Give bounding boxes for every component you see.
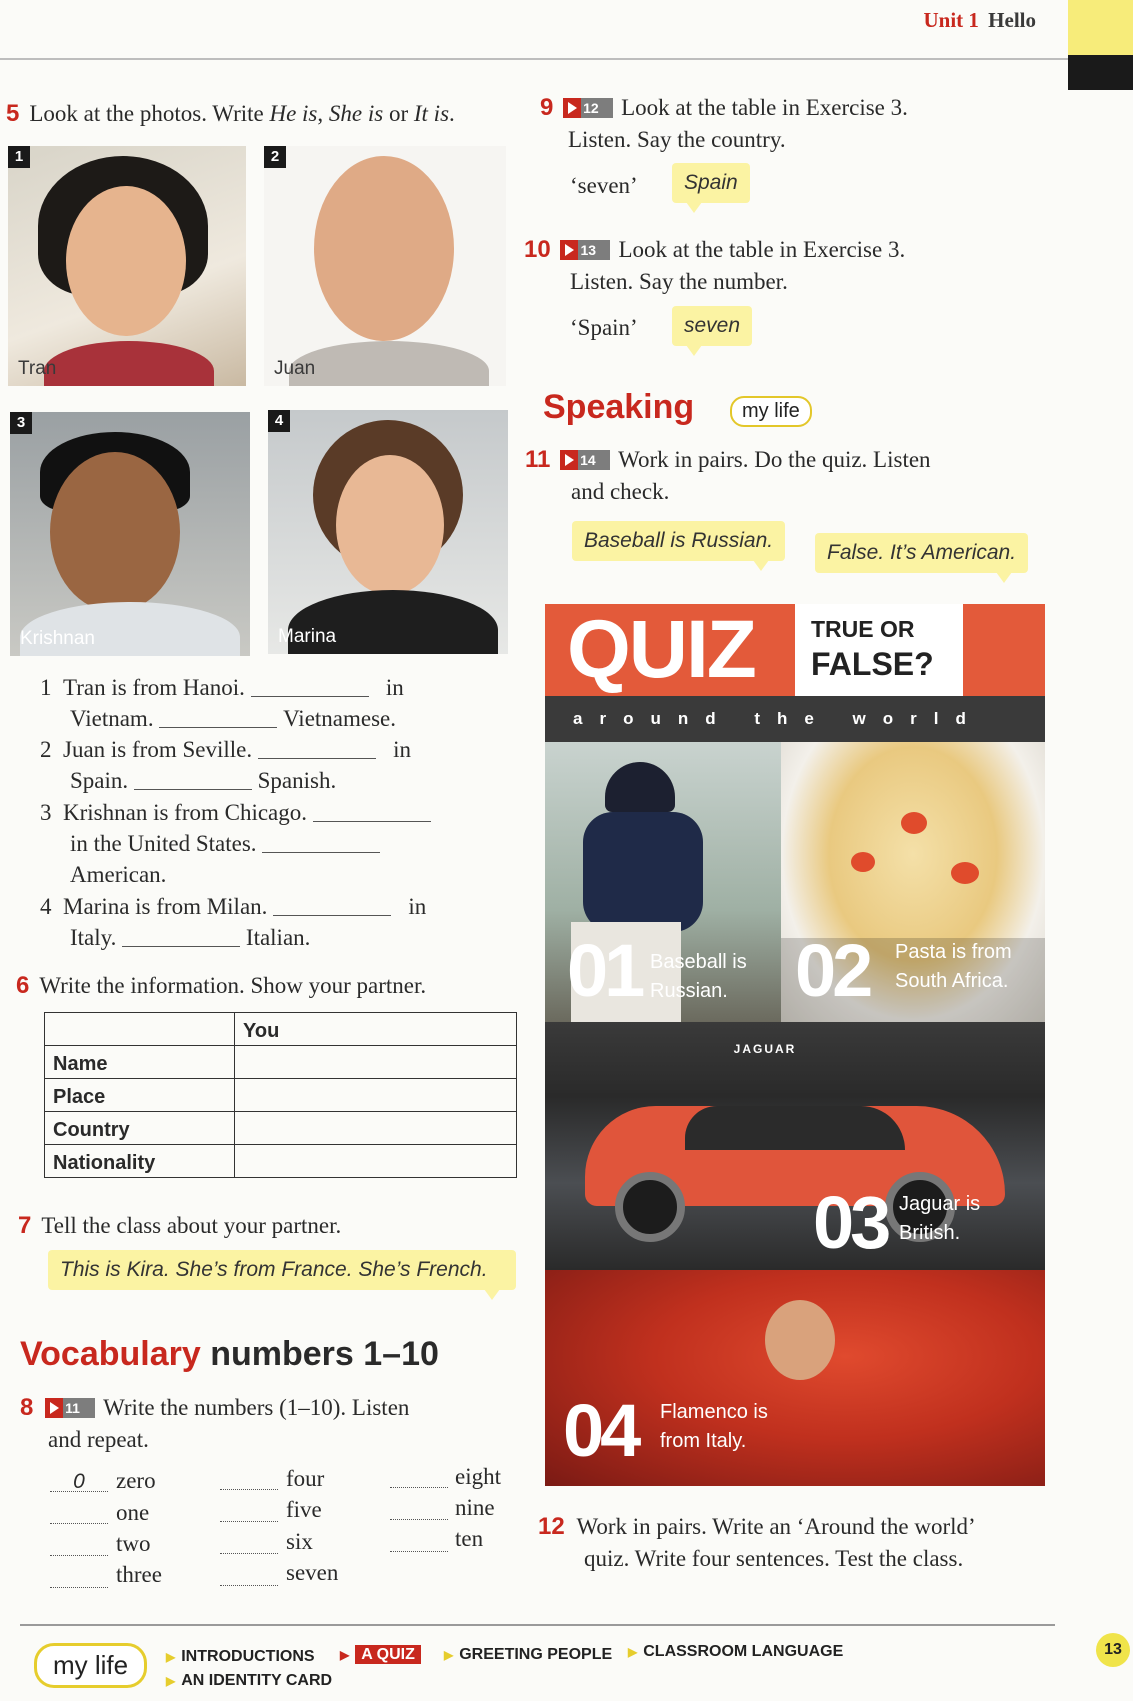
- ex8-instruction-line2: and repeat.: [48, 1427, 149, 1452]
- ex11-example-bubble: Baseball is Russian.: [572, 521, 785, 561]
- footer-link-quiz[interactable]: [340, 1646, 421, 1664]
- sentence-text: Tran is from Hanoi.: [63, 675, 245, 700]
- number-answer-blank[interactable]: [220, 1468, 278, 1490]
- row-label-country: Country: [45, 1112, 235, 1145]
- ex11-instruction-line1: Work in pairs. Do the quiz. Listen: [618, 447, 931, 472]
- sentence-text: Spanish.: [257, 768, 337, 793]
- photo-juan: [264, 146, 506, 386]
- footer-link-identity-card[interactable]: [166, 1672, 332, 1690]
- statement-line: Flamenco is: [660, 1401, 768, 1423]
- ex11-number: 11: [525, 446, 551, 473]
- photo-caption: Krishnan: [20, 628, 95, 649]
- quiz-statement: [650, 948, 747, 1006]
- sentence-text: Krishnan is from Chicago.: [63, 800, 308, 825]
- ex10-instruction-line1: Look at the table in Exercise 3.: [618, 237, 906, 262]
- number-answer-blank[interactable]: [390, 1530, 448, 1552]
- ex7-heading: [18, 1210, 341, 1242]
- ex5-text-a: Look at the photos. Write: [29, 101, 270, 126]
- sentence-number: 2: [40, 737, 52, 762]
- ex10-prompt: ‘Spain’: [570, 315, 638, 340]
- speaking-heading: Speaking: [543, 388, 695, 426]
- audio-track-13[interactable]: [560, 240, 610, 260]
- ex5-it: It is: [413, 101, 450, 126]
- number-answer-blank[interactable]: 0: [50, 1470, 108, 1492]
- sentence-text: Italian.: [245, 925, 311, 950]
- footer-rule: [20, 1624, 1055, 1626]
- table-row: [45, 1046, 517, 1079]
- number-word: seven: [286, 1560, 339, 1585]
- ex5-he: He is: [269, 101, 318, 126]
- ex9-answer-bubble: Spain: [672, 163, 750, 203]
- row-label-name: Name: [45, 1046, 235, 1079]
- dancer-face-shape: [765, 1300, 835, 1380]
- photo-number: 2: [264, 146, 286, 168]
- number-word: eight: [455, 1464, 501, 1489]
- footer-link-label: A QUIZ: [355, 1645, 421, 1664]
- column-header-you: You: [235, 1013, 517, 1046]
- arrow-icon: ▶: [166, 1674, 176, 1688]
- ex11-answer-bubble: False. It’s American.: [815, 533, 1028, 573]
- sentence-text: in: [385, 675, 404, 700]
- ex7-number: 7: [18, 1212, 32, 1239]
- table-header-row: [45, 1013, 517, 1046]
- statement-line: Baseball is: [650, 951, 747, 973]
- quiz-number: 01: [567, 929, 642, 1012]
- ex12-number: 12: [538, 1513, 565, 1540]
- ex5-sentence-4: [40, 891, 426, 953]
- ex9-prompt: ‘seven’: [570, 173, 638, 198]
- ex5-sentence-3: [40, 797, 431, 890]
- quiz-false: FALSE?: [811, 646, 934, 682]
- number-word: ten: [455, 1526, 484, 1551]
- ex8-instruction-line1: Write the numbers (1–10). Listen: [103, 1395, 410, 1420]
- quiz-tile-pasta: [781, 742, 1045, 1022]
- footer-link-label: INTRODUCTIONS: [181, 1648, 315, 1665]
- ex5-sentence-1: [40, 672, 404, 734]
- tomato-shape: [951, 862, 979, 884]
- answer-blank[interactable]: [262, 833, 380, 853]
- sentence-number: 1: [40, 675, 52, 700]
- quiz-tile-flamenco: [545, 1270, 1045, 1486]
- photo-krishnan: [10, 412, 250, 656]
- quiz-statement: [660, 1398, 768, 1456]
- photo-number: 3: [10, 412, 32, 434]
- ex5-sep: ,: [317, 101, 329, 126]
- ex9-instruction-line2: Listen. Say the country.: [568, 127, 786, 152]
- car-wheel-shape: [615, 1172, 685, 1242]
- my-life-tag: my life: [730, 396, 812, 427]
- quiz-number: 02: [795, 929, 870, 1012]
- row-label-nationality: Nationality: [45, 1145, 235, 1178]
- quiz-header-accent: [963, 604, 1045, 696]
- arrow-icon: ▶: [340, 1648, 350, 1662]
- name-cell[interactable]: [235, 1046, 517, 1079]
- ex5-sentence-2: [40, 734, 411, 796]
- number-answer-blank[interactable]: [220, 1564, 278, 1586]
- quiz-number: 04: [563, 1389, 638, 1472]
- number-answer-blank[interactable]: [50, 1566, 108, 1588]
- answer-blank[interactable]: [251, 677, 369, 697]
- statement-line: Jaguar is: [899, 1193, 981, 1215]
- ex5-end: .: [449, 101, 455, 126]
- sentence-text: Spain.: [70, 768, 129, 793]
- ex9-heading: [540, 92, 990, 156]
- arrow-icon: ▶: [166, 1650, 176, 1664]
- photo-caption: Marina: [278, 626, 337, 647]
- audio-track-11[interactable]: [45, 1398, 95, 1418]
- sentence-text: Italy.: [70, 925, 117, 950]
- ex8-number: 8: [20, 1394, 34, 1421]
- info-table: [44, 1012, 517, 1178]
- quiz-panel: [545, 604, 1045, 1486]
- statement-line: British.: [899, 1222, 961, 1244]
- number-word: zero: [116, 1468, 156, 1493]
- ex10-answer-bubble: seven: [672, 306, 752, 346]
- table-row: [45, 1112, 517, 1145]
- photo-tran: [8, 146, 246, 386]
- ex6-heading: [16, 970, 426, 1002]
- ex12-instruction-line1: Work in pairs. Write an ‘Around the world’: [576, 1514, 976, 1539]
- vocabulary-topic: numbers 1–10: [210, 1335, 439, 1373]
- statement-line: South Africa.: [895, 970, 1009, 992]
- statement-line: from Italy.: [660, 1430, 747, 1452]
- number-answer-blank[interactable]: [50, 1534, 108, 1556]
- face-shape: [66, 186, 186, 336]
- quiz-statement: [899, 1190, 980, 1248]
- quiz-true-or: TRUE OR: [811, 616, 915, 642]
- answer-blank[interactable]: [122, 927, 240, 947]
- sentence-number: 4: [40, 894, 52, 919]
- statement-line: Pasta is from: [895, 941, 1012, 963]
- footer-link-label: CLASSROOM LANGUAGE: [643, 1643, 844, 1660]
- row-label-place: Place: [45, 1079, 235, 1112]
- ex7-instruction: Tell the class about your partner.: [41, 1213, 342, 1238]
- ex5-she: She is: [328, 101, 384, 126]
- ex10-number: 10: [524, 236, 551, 263]
- answer-blank[interactable]: [273, 896, 391, 916]
- photo-caption: Juan: [274, 358, 316, 379]
- number-answer-blank[interactable]: [390, 1466, 448, 1488]
- quiz-tile-jaguar: [545, 1022, 1045, 1270]
- sentence-text: Vietnam.: [70, 706, 154, 731]
- number-answer-blank[interactable]: [220, 1500, 278, 1522]
- ex10-heading: [524, 234, 994, 298]
- number-answer-blank[interactable]: [50, 1502, 108, 1524]
- quiz-subtitle: around the world: [545, 696, 1045, 742]
- ex11-heading: [525, 444, 1025, 508]
- shirt-shape: [44, 341, 214, 386]
- table-row: [45, 1145, 517, 1178]
- track-number: 13: [580, 242, 597, 258]
- face-shape: [314, 156, 454, 341]
- footer-link-greeting-people[interactable]: [444, 1646, 612, 1664]
- number-word: six: [286, 1529, 313, 1554]
- quiz-tile-baseball: [545, 742, 781, 1022]
- ex10-instruction-line2: Listen. Say the number.: [570, 269, 788, 294]
- number-word: four: [286, 1466, 325, 1491]
- sentence-number: 3: [40, 800, 52, 825]
- track-number: 12: [583, 100, 599, 116]
- table-row: [45, 1079, 517, 1112]
- ex6-number: 6: [16, 972, 30, 999]
- number-word: three: [116, 1562, 162, 1587]
- ex11-instruction-line2: and check.: [571, 479, 670, 504]
- sentence-text: Vietnamese.: [283, 706, 397, 731]
- number-word: nine: [455, 1495, 495, 1520]
- number-word: one: [116, 1500, 150, 1525]
- unit-label: Unit 1: [923, 8, 979, 32]
- ex12-instruction-line2: quiz. Write four sentences. Test the class.: [584, 1546, 964, 1571]
- sentence-text: in the United States.: [70, 831, 257, 856]
- face-shape: [50, 452, 180, 612]
- photo-marina: [268, 410, 508, 654]
- photo-number: 1: [8, 146, 30, 168]
- nationality-cell[interactable]: [235, 1145, 517, 1178]
- quiz-title: QUIZ: [545, 604, 795, 696]
- jersey-shape: [583, 812, 703, 932]
- photo-caption: Tran: [18, 358, 57, 379]
- ex5-instruction: [29, 101, 454, 126]
- unit-title: Hello: [988, 8, 1036, 32]
- ex5-heading: [6, 98, 455, 130]
- number-word: five: [286, 1497, 322, 1522]
- number-answer-blank[interactable]: [220, 1532, 278, 1554]
- statement-line: Russian.: [650, 980, 728, 1002]
- page-tab-dark: [1068, 55, 1133, 90]
- ex8-heading: [20, 1392, 500, 1456]
- arrow-icon: ▶: [628, 1645, 638, 1659]
- ex5-number: 5: [6, 100, 20, 127]
- unit-header: [923, 8, 1036, 33]
- tomato-shape: [851, 852, 875, 872]
- track-number: 11: [65, 1400, 80, 1416]
- footer-link-label: AN IDENTITY CARD: [181, 1672, 333, 1689]
- number-answer-blank[interactable]: [390, 1498, 448, 1520]
- face-shape: [336, 455, 444, 595]
- car-window-shape: [685, 1106, 905, 1150]
- quiz-statement: [895, 938, 1012, 996]
- jaguar-brand: JAGUAR: [733, 1042, 797, 1056]
- sentence-text: Marina is from Milan.: [63, 894, 268, 919]
- arrow-icon: ▶: [444, 1648, 454, 1662]
- vocabulary-label: Vocabulary: [20, 1335, 201, 1373]
- tomato-shape: [901, 812, 927, 834]
- sentence-text: American.: [70, 862, 167, 887]
- page-number: 13: [1096, 1633, 1130, 1667]
- sentence-text: in: [408, 894, 427, 919]
- quiz-number: 03: [813, 1181, 888, 1264]
- audio-track-14[interactable]: [560, 450, 610, 470]
- number-word: two: [116, 1531, 151, 1556]
- ex5-or: or: [383, 101, 414, 126]
- track-number: 14: [580, 452, 596, 468]
- header-rule: [0, 58, 1068, 60]
- sentence-text: Juan is from Seville.: [63, 737, 253, 762]
- footer-my-life-badge: my life: [34, 1643, 147, 1688]
- table-corner: [45, 1013, 235, 1046]
- vocabulary-heading: [20, 1335, 439, 1374]
- footer-link-label: GREETING PEOPLE: [459, 1646, 613, 1663]
- country-cell[interactable]: [235, 1112, 517, 1145]
- helmet-shape: [605, 762, 675, 812]
- ex6-instruction: Write the information. Show your partner.: [39, 973, 427, 998]
- ex9-instruction-line1: Look at the table in Exercise 3.: [621, 95, 908, 120]
- footer-link-classroom-language[interactable]: [628, 1643, 843, 1661]
- footer-link-introductions[interactable]: [166, 1648, 315, 1666]
- ex7-example-bubble: This is Kira. She’s from France. She’s French.: [48, 1250, 516, 1290]
- answer-blank[interactable]: [159, 708, 277, 728]
- audio-track-12[interactable]: [563, 98, 613, 118]
- photo-number: 4: [268, 410, 290, 432]
- shirt-shape: [289, 341, 489, 386]
- ex9-number: 9: [540, 94, 554, 121]
- answer-blank[interactable]: [134, 770, 252, 790]
- ex12-heading: [538, 1511, 1058, 1575]
- answer-blank[interactable]: [313, 802, 431, 822]
- place-cell[interactable]: [235, 1079, 517, 1112]
- sentence-text: in: [393, 737, 411, 762]
- answer-blank[interactable]: [258, 739, 376, 759]
